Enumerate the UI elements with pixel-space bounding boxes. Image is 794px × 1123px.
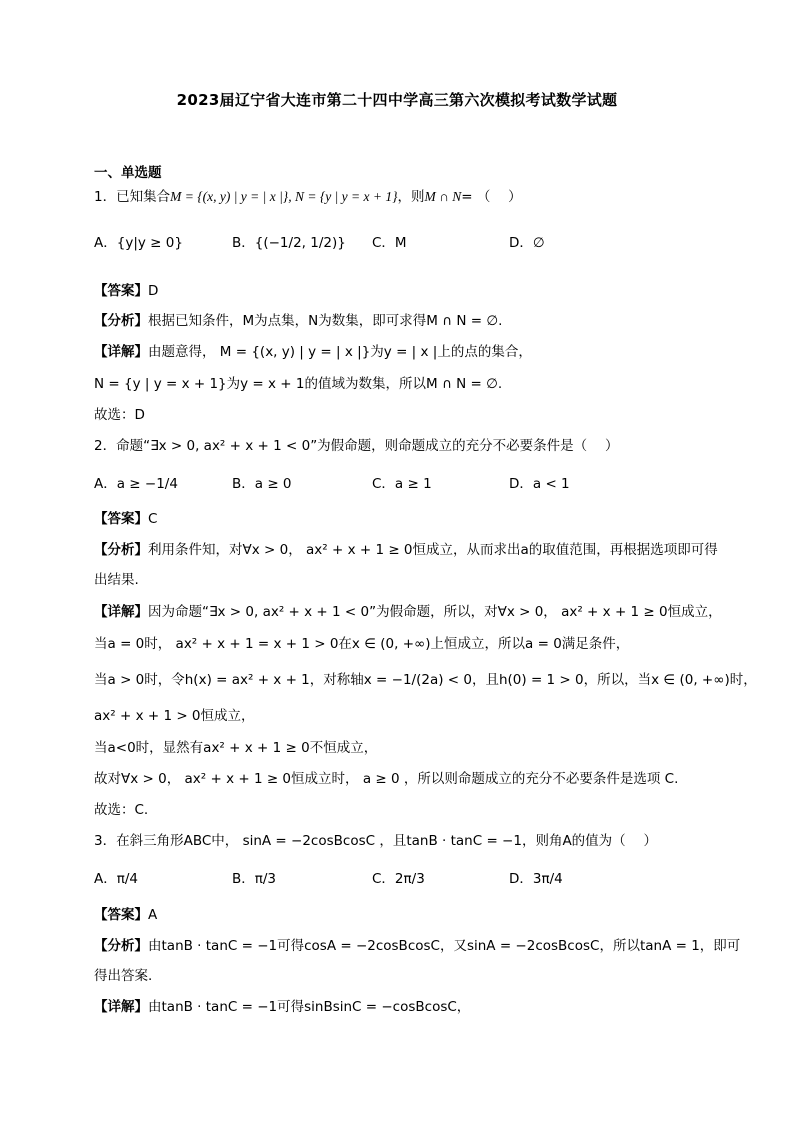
q1-answer (94, 282, 158, 300)
q1-stem-suffix: ，则 (397, 189, 425, 205)
q1-option-b: B．{(−1/2, 1/2)} (232, 235, 346, 251)
q2-option-a: A．a ≥ −1/4 (94, 476, 178, 492)
q1-option-a: A．{y|y ≥ 0} (94, 235, 183, 251)
q3-analysis-line2: 得出答案. (94, 968, 153, 984)
q3-analysis (94, 937, 740, 955)
q1-stem-sets: M = {(x, y) | y = | x |}, N = {y | y = x + 1} (170, 189, 398, 204)
q2-detail-line2: 当a = 0时， ax² + x + 1 = x + 1 > 0在x ∈ (0, +∞)上恒成立，所以a = 0满足条件， (94, 636, 630, 652)
q1-choose-value: D (134, 407, 145, 423)
answer-label: 【答案】 (94, 511, 148, 527)
detail-label: 【详解】 (94, 344, 148, 360)
q2-detail-line5: 当a<0时，显然有ax² + x + 1 ≥ 0不恒成立， (94, 740, 378, 756)
q1-choose (94, 406, 145, 424)
section-heading: 一、单选题 (94, 165, 162, 181)
q1-option-c: C．M (372, 235, 407, 251)
q2-detail-line3: 当a > 0时，令h(x) = ax² + x + 1，对称轴x = −1/(2a) < 0，且h(0) = 1 > 0，所以，当x ∈ (0, +∞)时， (94, 672, 757, 688)
q2-stem: 2．命题“∃x > 0, ax² + x + 1 < 0”为假命题，则命题成立的充分不必要条件是（ ） (94, 438, 619, 454)
choose-label: 故选： (94, 802, 135, 818)
detail-label: 【详解】 (94, 604, 148, 620)
q2-option-c: C．a ≥ 1 (372, 476, 432, 492)
q1-detail-line1: 由题意得， M = {(x, y) | y = | x |}为y = | x |上的点的集合， (148, 344, 532, 360)
answer-label: 【答案】 (94, 283, 148, 299)
analysis-label: 【分析】 (94, 542, 148, 558)
q1-stem-expr: M ∩ N (424, 189, 462, 204)
q1-analysis-text: 根据已知条件，M为点集，N为数集，即可求得M ∩ N = ∅. (148, 313, 503, 329)
q2-detail (94, 603, 722, 621)
q2-analysis-line2: 出结果. (94, 572, 139, 588)
analysis-label: 【分析】 (94, 313, 148, 329)
q3-option-b: B．π/3 (232, 871, 277, 887)
detail-label: 【详解】 (94, 999, 148, 1015)
page-title: 2023届辽宁省大连市第二十四中学高三第六次模拟考试数学试题 (176, 91, 618, 109)
q3-answer-value: A (148, 907, 158, 923)
q1-answer-value: D (148, 283, 159, 299)
q3-detail (94, 998, 470, 1016)
q3-option-c: C．2π/3 (372, 871, 425, 887)
q1-stem (94, 188, 522, 206)
q2-detail-line1: 因为命题“∃x > 0, ax² + x + 1 < 0”为假命题，所以，对∀x > 0， ax² + x + 1 ≥ 0恒成立， (148, 604, 722, 620)
q2-choose-value: C. (134, 802, 149, 818)
q2-analysis-text: 利用条件知，对∀x > 0， ax² + x + 1 ≥ 0恒成立，从而求出a的取值范围，再根据选项即可得 (148, 542, 718, 558)
q1-option-d: D．∅ (509, 235, 545, 251)
q1-stem-end: = （ ） (461, 189, 522, 205)
q1-stem-prefix: 1．已知集合 (94, 189, 171, 205)
q3-option-a: A．π/4 (94, 871, 139, 887)
q1-detail-line2: N = {y | y = x + 1}为y = x + 1的值域为数集，所以M ∩ N = ∅. (94, 376, 503, 392)
q2-choose (94, 801, 148, 819)
answer-label: 【答案】 (94, 907, 148, 923)
analysis-label: 【分析】 (94, 938, 148, 954)
q2-answer (94, 510, 157, 528)
q2-option-b: B．a ≥ 0 (232, 476, 292, 492)
q2-analysis (94, 541, 718, 559)
q2-detail-line6: 故对∀x > 0， ax² + x + 1 ≥ 0恒成立时， a ≥ 0 ，所以则命题成立的充分不必要条件是选项 C. (94, 771, 679, 787)
q3-answer (94, 906, 157, 924)
q2-option-d: D．a < 1 (509, 476, 570, 492)
q2-detail-line4: ax² + x + 1 > 0恒成立， (94, 708, 255, 724)
q3-stem: 3．在斜三角形ABC中， sinA = −2cosBcosC ，且tanB · tanC = −1，则角A的值为（ ） (94, 833, 657, 849)
q1-analysis (94, 312, 502, 330)
q3-analysis-text: 由tanB · tanC = −1可得cosA = −2cosBcosC，又sinA = −2cosBcosC，所以tanA = 1，即可 (148, 938, 741, 954)
q3-option-d: D．3π/4 (509, 871, 563, 887)
q2-answer-value: C (148, 511, 158, 527)
choose-label: 故选： (94, 407, 135, 423)
q1-detail (94, 343, 532, 361)
q3-detail-line1: 由tanB · tanC = −1可得sinBsinC = −cosBcosC， (148, 999, 471, 1015)
